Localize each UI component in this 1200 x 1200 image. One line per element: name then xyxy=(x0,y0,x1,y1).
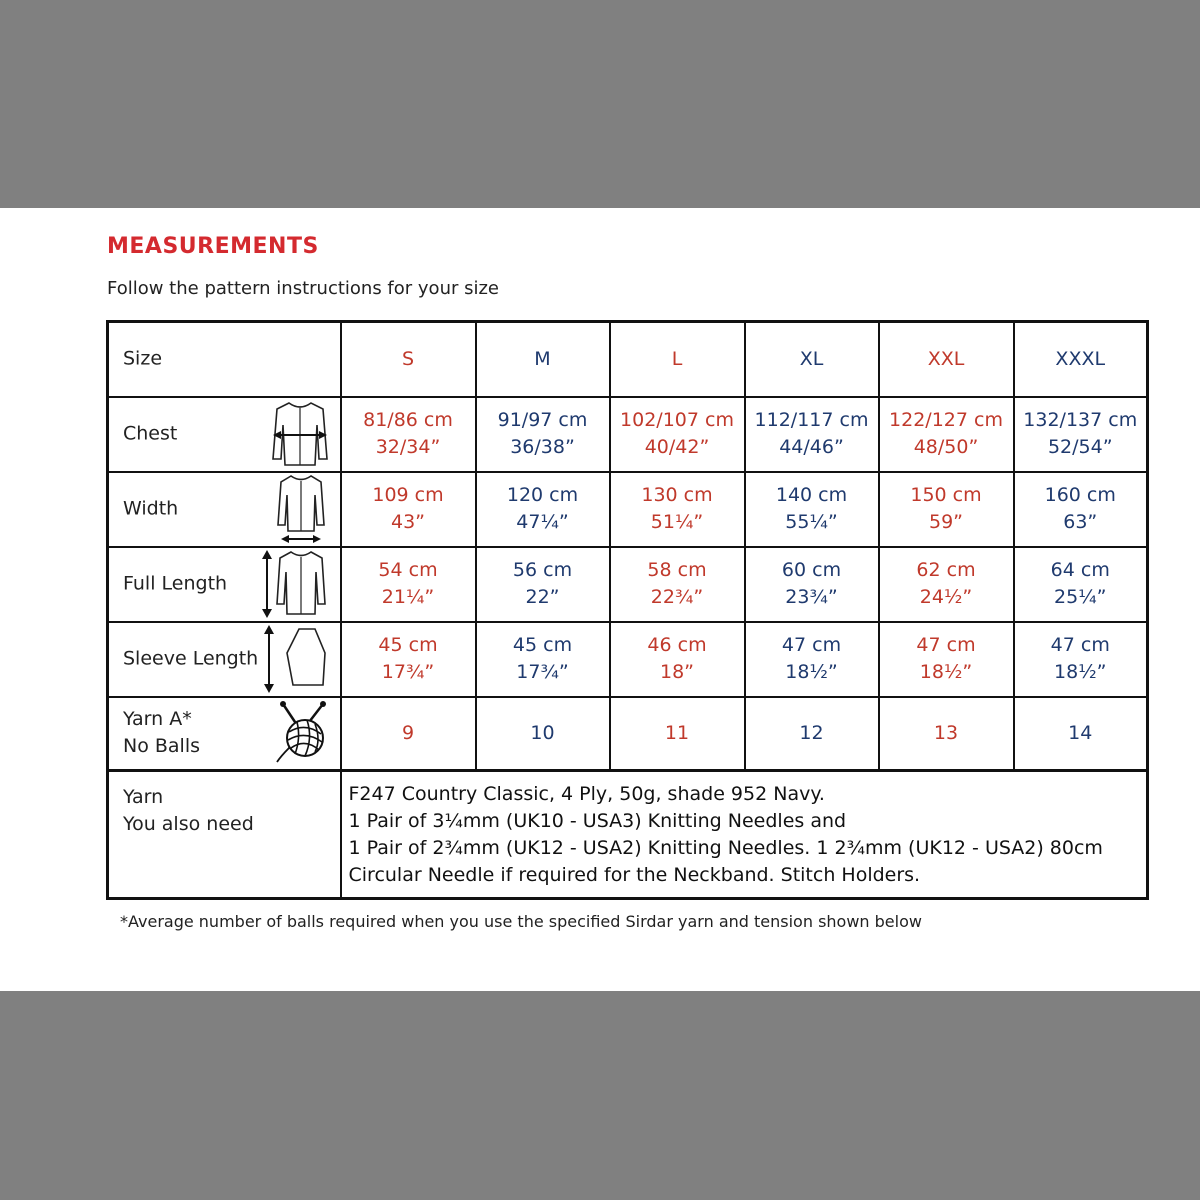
chest-m: 91/97 cm 36/38” xyxy=(476,397,610,472)
row-label: Yarn A* No Balls xyxy=(123,708,201,758)
sleeve-length-label-cell xyxy=(108,622,341,697)
section-title: MEASUREMENTS xyxy=(107,234,319,259)
yarn-balls-xxxl: 14 xyxy=(1014,697,1148,771)
width-xxxl: 160 cm 63” xyxy=(1014,472,1148,547)
measurements-sheet xyxy=(0,208,1200,991)
size-l: L xyxy=(610,322,745,397)
measurements-table xyxy=(106,320,1149,900)
size-m: M xyxy=(476,322,610,397)
size-header-label: Size xyxy=(123,347,163,370)
also-need-label-cell: Yarn You also need xyxy=(108,771,341,899)
yarn-balls-l: 11 xyxy=(610,697,745,771)
width-xxl: 150 cm 59” xyxy=(879,472,1014,547)
chest-width-garment-icon xyxy=(269,399,331,469)
yarn-ball-needles-icon xyxy=(275,700,331,766)
yarn-balls-label-cell xyxy=(108,697,341,771)
sleeve-length-xl: 47 cm 18½” xyxy=(745,622,879,697)
also-need-details: F247 Country Classic, 4 Ply, 50g, shade 952 Navy. 1 Pair of 3¼mm (UK10 - USA3) Knitting Needles and 1 Pair of 2¾mm (UK12 - USA2) Knitting Needles. 1 2¾mm (UK12 - USA2) 80cm Circular Needle if required for the Neckband. Stitch Holders. xyxy=(341,771,1148,899)
full-length-label-cell xyxy=(108,547,341,622)
full-length-xl: 60 cm 23¾” xyxy=(745,547,879,622)
also-need-row xyxy=(108,771,1148,899)
row-label: Full Length xyxy=(123,572,228,595)
full-length-s: 54 cm 21¼” xyxy=(341,547,476,622)
full-length-garment-icon xyxy=(259,548,331,620)
full-length-xxl: 62 cm 24½” xyxy=(879,547,1014,622)
yarn-balls-xxl: 13 xyxy=(879,697,1014,771)
size-xl: XL xyxy=(745,322,879,397)
row-label: Chest xyxy=(123,422,178,445)
full-length-m: 56 cm 22” xyxy=(476,547,610,622)
sleeve-length-xxl: 47 cm 18½” xyxy=(879,622,1014,697)
size-header-row xyxy=(108,322,1148,397)
chest-s: 81/86 cm 32/34” xyxy=(341,397,476,472)
chest-row xyxy=(108,397,1148,472)
sleeve-length-l: 46 cm 18” xyxy=(610,622,745,697)
width-label-cell xyxy=(108,472,341,547)
yarn-balls-row xyxy=(108,697,1148,771)
section-subtitle: Follow the pattern instructions for your size xyxy=(107,278,500,299)
yarn-balls-xl: 12 xyxy=(745,697,879,771)
size-xxl: XXL xyxy=(879,322,1014,397)
size-s: S xyxy=(341,322,476,397)
full-length-xxxl: 64 cm 25¼” xyxy=(1014,547,1148,622)
row-label: Width xyxy=(123,497,179,520)
sleeve-length-s: 45 cm 17¾” xyxy=(341,622,476,697)
size-header-cell xyxy=(108,322,341,397)
chest-l: 102/107 cm 40/42” xyxy=(610,397,745,472)
yarn-balls-s: 9 xyxy=(341,697,476,771)
sleeve-length-row xyxy=(108,622,1148,697)
size-xxxl: XXXL xyxy=(1014,322,1148,397)
width-s: 109 cm 43” xyxy=(341,472,476,547)
sleeve-length-xxxl: 47 cm 18½” xyxy=(1014,622,1148,697)
yarn-balls-m: 10 xyxy=(476,697,610,771)
full-length-row xyxy=(108,547,1148,622)
row-label: Sleeve Length xyxy=(123,647,259,670)
width-m: 120 cm 47¼” xyxy=(476,472,610,547)
chest-xxxl: 132/137 cm 52/54” xyxy=(1014,397,1148,472)
chest-xl: 112/117 cm 44/46” xyxy=(745,397,879,472)
chest-label-cell xyxy=(108,397,341,472)
width-xl: 140 cm 55¼” xyxy=(745,472,879,547)
full-length-l: 58 cm 22¾” xyxy=(610,547,745,622)
hem-width-garment-icon xyxy=(273,473,329,545)
width-row xyxy=(108,472,1148,547)
sleeve-length-m: 45 cm 17¾” xyxy=(476,622,610,697)
width-l: 130 cm 51¼” xyxy=(610,472,745,547)
sleeve-length-icon xyxy=(259,623,331,695)
footnote: *Average number of balls required when you use the specified Sirdar yarn and tension shown below xyxy=(120,912,922,931)
chest-xxl: 122/127 cm 48/50” xyxy=(879,397,1014,472)
